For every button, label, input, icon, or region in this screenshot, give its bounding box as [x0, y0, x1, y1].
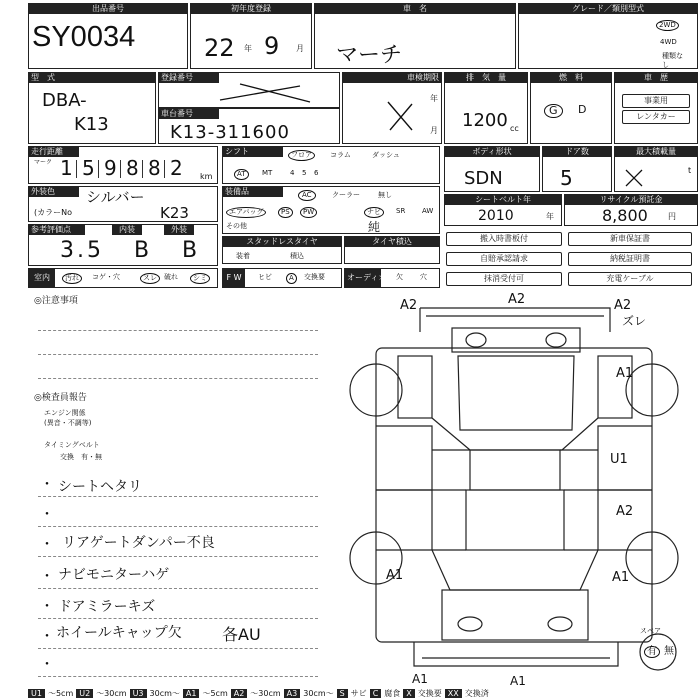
- inspection-header: 車検期限: [343, 73, 441, 83]
- timing-exchange: 交換 有・無: [60, 453, 102, 461]
- shift-gear-6: 6: [314, 169, 319, 177]
- legend-description: ～30cm: [96, 689, 127, 698]
- equip-pw: PW: [300, 207, 317, 218]
- doc-carry-board: 搬入時書板付: [446, 232, 562, 246]
- body-header: ボディ形状: [445, 147, 539, 157]
- remark-bullet: ・: [40, 569, 54, 585]
- fuel-header: 燃 料: [531, 73, 611, 83]
- drive-none: 種類なし: [662, 52, 683, 69]
- mileage-digit: 1: [60, 156, 73, 180]
- stock-number: SY0034: [32, 21, 136, 53]
- score-header: 参考評価点: [29, 225, 85, 235]
- mark-right-fender: A1: [616, 366, 634, 381]
- grade-header: グレード／類別型式: [519, 4, 697, 14]
- inspection-crossed: [380, 96, 420, 136]
- legend-code: A1: [183, 689, 200, 698]
- cond-dirt: 汚れ: [62, 273, 82, 284]
- remark-wheelcap: ホイールキャップ欠: [56, 625, 182, 641]
- drive-2wd: 2WD: [656, 20, 679, 31]
- doc-new-warranty: 新車保証書: [568, 232, 692, 246]
- mileage-digit: 2: [170, 156, 183, 180]
- shift-header: シフト: [223, 147, 283, 157]
- cond-tear: 破れ: [164, 273, 178, 281]
- exterior-value: B: [182, 238, 198, 263]
- mark-front-left: A2: [400, 298, 418, 313]
- shift-gear-4: 4: [290, 169, 295, 177]
- exterior-header: 外装: [164, 225, 194, 235]
- mileage-separator: [98, 160, 99, 178]
- equip-navi: ナビ: [364, 207, 384, 218]
- shift-dash: ダッシュ: [372, 151, 400, 159]
- engine-sub: (異音・不調等): [44, 419, 92, 427]
- mark-right-door-rear: A2: [616, 504, 634, 519]
- mileage-digit: 5: [82, 156, 95, 180]
- mark-left-quarter: A1: [386, 568, 404, 583]
- mileage-digit: 8: [148, 156, 161, 180]
- displacement-header: 排 気 量: [445, 73, 527, 83]
- model-header: 型 式: [29, 73, 155, 83]
- equip-aw: AW: [422, 207, 434, 215]
- legend-description: ～30cm: [250, 689, 281, 698]
- remark-line: [38, 496, 318, 497]
- remark-rear-gate: リアゲートダンパー不良: [62, 535, 215, 551]
- body-value: SDN: [464, 168, 503, 189]
- first-registration-month: 9: [264, 32, 280, 60]
- history-header: 車 歴: [615, 73, 697, 83]
- legend-code: A3: [284, 689, 301, 698]
- timing-label: タイミングベルト: [44, 441, 100, 449]
- equip-airbag: エアバッグ: [226, 207, 266, 218]
- max-load-crossed: [622, 166, 646, 190]
- mark-label: マーク: [34, 159, 53, 166]
- history-business: 事業用: [622, 94, 690, 108]
- doc-deregistration: 抹消受付可: [446, 272, 562, 286]
- cond-burn-hole: コゲ・穴: [92, 273, 120, 281]
- remark-bullet: ・: [40, 507, 54, 523]
- legend-code: C: [370, 689, 382, 698]
- remark-line: [38, 618, 318, 619]
- mileage-separator: [142, 160, 143, 178]
- mark-rear-left: A1: [412, 672, 428, 686]
- mark-right-door-front: U1: [610, 452, 628, 467]
- year-unit: 年: [244, 44, 252, 53]
- shift-at: AT: [234, 169, 249, 180]
- engine-label: エンジン関係: [44, 409, 86, 417]
- legend-code: U1: [28, 689, 45, 698]
- doc-insurance: 自賠承認請求: [446, 252, 562, 266]
- mileage-separator: [164, 160, 165, 178]
- stock-number-header: 出品番号: [29, 4, 187, 14]
- equipment-header: 装備品: [223, 187, 283, 197]
- remark-line: [38, 556, 318, 557]
- equip-other-label: その他: [226, 222, 247, 230]
- max-load-unit: t: [688, 166, 692, 175]
- seatbelt-header: シートベルト年: [445, 195, 561, 205]
- car-name-header: 車 名: [315, 4, 515, 14]
- doors-value: 5: [560, 166, 573, 190]
- spare-label: スペア: [640, 627, 661, 635]
- remark-line: [38, 526, 318, 527]
- remark-bullet: ・: [40, 629, 54, 645]
- legend-description: 交換要: [417, 689, 442, 698]
- equip-other-value: 純: [368, 220, 381, 234]
- caution-header: ◎注意事項: [34, 296, 78, 306]
- remark-seat: シートヘタリ: [58, 479, 142, 495]
- legend-code: X: [403, 689, 414, 698]
- mark-front-right: A2: [614, 298, 632, 313]
- cc-unit: cc: [510, 124, 519, 133]
- score-value: 3.5: [60, 238, 104, 263]
- cond-scuff: スレ: [140, 273, 160, 284]
- legend-code: S: [337, 689, 348, 698]
- spare-none: 無: [664, 646, 674, 657]
- shift-floor: フロア: [288, 150, 315, 161]
- remark-bullet: ・: [40, 477, 54, 493]
- color-number: K23: [160, 204, 189, 222]
- caution-line: [38, 330, 318, 331]
- spare-yes: 有: [644, 646, 660, 658]
- model-line2: K13: [74, 114, 109, 135]
- remark-bullet: ・: [40, 599, 54, 615]
- fuel-diesel: D: [578, 103, 587, 116]
- audio-missing: 欠: [396, 273, 403, 281]
- mileage-header: 走行距離: [29, 147, 79, 157]
- first-registration-year: 22: [204, 34, 235, 62]
- shift-column: コラム: [330, 151, 351, 159]
- drive-4wd: 4WD: [660, 38, 677, 46]
- remark-bullet: ・: [40, 537, 54, 553]
- audio-hole: 穴: [420, 273, 427, 281]
- studless-loaded: 積込: [290, 252, 304, 260]
- legend-code: XX: [445, 689, 462, 698]
- color-header: 外装色: [29, 187, 79, 197]
- legend-code: A2: [231, 689, 248, 698]
- remark-bullet: ・: [40, 657, 54, 673]
- legend-code: U2: [76, 689, 93, 698]
- yen-unit: 円: [668, 212, 676, 221]
- doc-tax-cert: 納税証明書: [568, 252, 692, 266]
- legend-description: 交換済: [464, 689, 489, 698]
- remark-line: [38, 648, 318, 649]
- color-number-label: (カラーNo: [34, 208, 72, 217]
- seatbelt-year: 2010: [478, 208, 514, 224]
- fw-header: F W: [223, 269, 245, 287]
- inspector-header: ◎検査員報告: [34, 393, 87, 403]
- chassis-number: K13-311600: [170, 122, 290, 143]
- chassis-header: 車台番号: [159, 109, 219, 119]
- legend-description: サビ: [350, 689, 367, 698]
- mark-right-quarter: A1: [612, 570, 630, 585]
- model-line1: DBA-: [42, 90, 87, 111]
- month-unit: 月: [296, 44, 304, 53]
- mark-rear-center: A1: [510, 674, 526, 688]
- recycle-header: リサイクル預託金: [565, 195, 697, 205]
- displacement-value: 1200: [462, 110, 508, 131]
- audio-header: オーディオ: [345, 269, 381, 287]
- caution-line: [38, 378, 318, 379]
- cond-stain: シミ: [190, 273, 210, 284]
- equip-none: 無し: [378, 191, 392, 199]
- recycle-amount: 8,800: [602, 206, 648, 225]
- shift-gear-5: 5: [302, 169, 307, 177]
- interior-header: 内装: [112, 225, 142, 235]
- inspection-year-unit: 年: [430, 94, 438, 103]
- remark-au: 各AU: [222, 625, 261, 644]
- legend-description: ～5cm: [47, 689, 74, 698]
- remark-navi: ナビモニターハゲ: [58, 567, 170, 583]
- tire-load-header: タイヤ積込: [345, 237, 439, 247]
- history-rental: レンタカー: [622, 110, 690, 124]
- km-unit: km: [200, 172, 213, 181]
- studless-header: スタッドレスタイヤ: [223, 237, 341, 247]
- caution-line: [38, 354, 318, 355]
- inspection-month-unit: 月: [430, 126, 438, 135]
- fuel-gasoline: G: [544, 104, 563, 118]
- legend-description: 30cm～: [303, 689, 334, 698]
- reg-number-crossed: [200, 78, 320, 106]
- remark-line: [38, 676, 318, 677]
- legend-description: 30cm～: [149, 689, 180, 698]
- fw-crack: ヒビ: [258, 273, 272, 281]
- mileage-digit: 9: [104, 156, 117, 180]
- damage-legend: [28, 688, 492, 700]
- fw-a: A: [286, 273, 297, 284]
- interior-value: B: [134, 238, 150, 263]
- first-registration-header: 初年度登録: [191, 4, 311, 14]
- remark-mirror: ドアミラーキズ: [58, 599, 156, 615]
- color-value: シルバー: [86, 188, 145, 206]
- legend-code: U3: [130, 689, 147, 698]
- equip-sr: SR: [396, 207, 406, 215]
- doors-header: ドア数: [543, 147, 611, 157]
- shift-mt: MT: [262, 169, 273, 177]
- mark-front-center: A2: [508, 292, 526, 307]
- doc-charging-cable: 充電ケーブル: [568, 272, 692, 286]
- car-name: マーチ: [336, 43, 403, 68]
- mileage-separator: [76, 160, 77, 178]
- equip-ps: PS: [278, 207, 293, 218]
- fw-replace: 交換要: [304, 273, 325, 281]
- remark-line: [38, 588, 318, 589]
- legend-description: 腐食: [384, 689, 401, 698]
- legend-description: ～5cm: [202, 689, 228, 698]
- seatbelt-unit: 年: [546, 212, 554, 221]
- interior-condition-header: 室内: [29, 269, 55, 287]
- mark-front-right-shift: ズレ: [622, 314, 647, 328]
- mileage-digit: 8: [126, 156, 139, 180]
- mileage-separator: [120, 160, 121, 178]
- equip-cooler: クーラー: [332, 191, 360, 199]
- reg-number-header: 登録番号: [159, 73, 219, 83]
- equip-ac: AC: [298, 190, 316, 201]
- max-load-header: 最大積載量: [615, 147, 697, 157]
- studless-fitted: 装着: [236, 252, 250, 260]
